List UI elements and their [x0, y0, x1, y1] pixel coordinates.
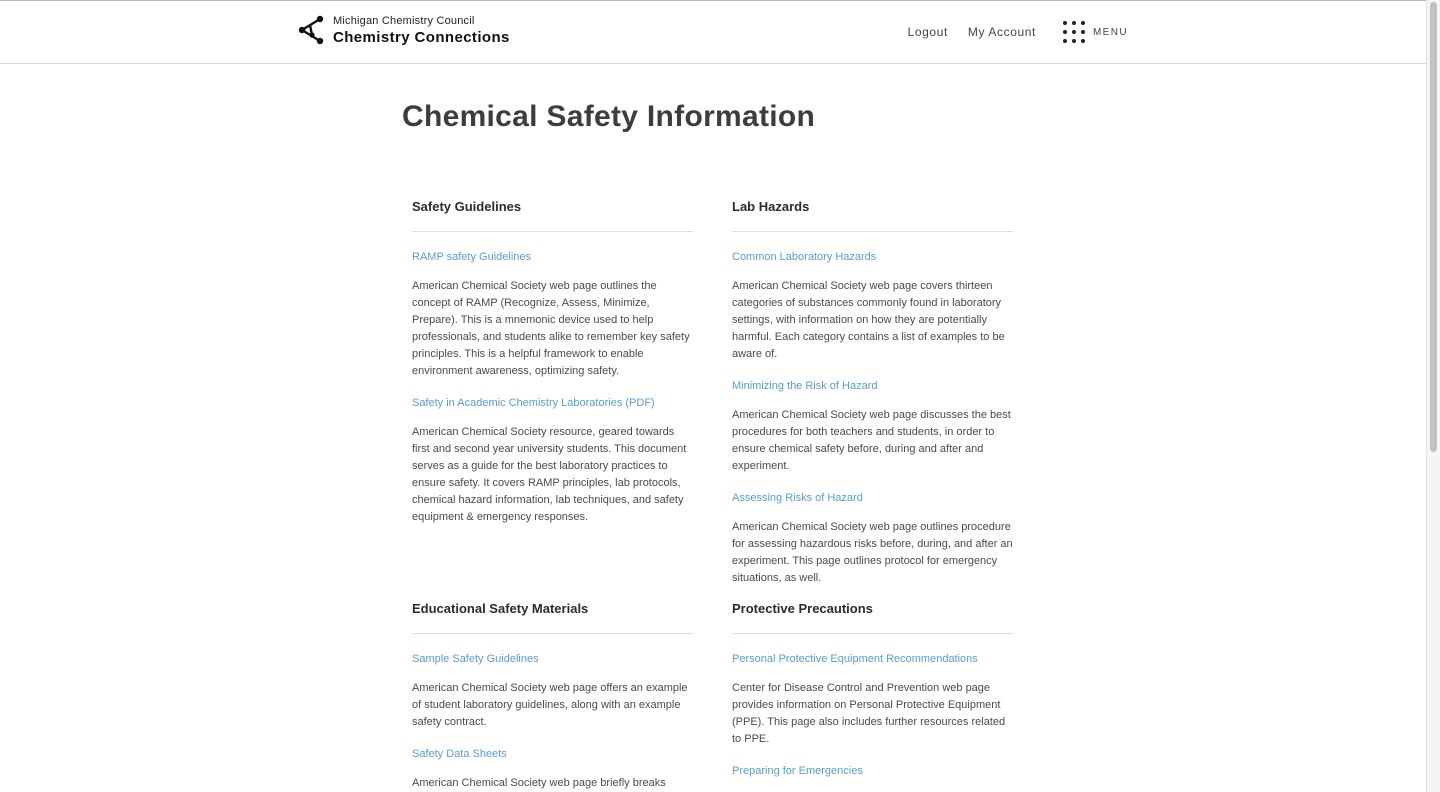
section-title: Safety Guidelines	[412, 199, 693, 232]
resource-link[interactable]: Safety Data Sheets	[412, 748, 507, 760]
site-header	[0, 1, 1426, 64]
scrollbar-thumb[interactable]	[1430, 2, 1437, 452]
resource-item	[732, 764, 1013, 778]
resource-description: American Chemical Society web page discusses the best procedures for both teachers and students, in order to ensure chemical safety before, during and after and experiment.	[732, 409, 1011, 472]
menu-label: MENU	[1092, 26, 1128, 38]
resource-link[interactable]: Common Laboratory Hazards	[732, 251, 877, 263]
resource-description: American Chemical Society web page briefly breaks	[412, 777, 666, 789]
my-account-link[interactable]: My Account	[967, 25, 1036, 39]
logo-title: Chemistry Connections	[333, 28, 510, 46]
resource-description: American Chemical Society web page outlines the concept of RAMP (Recognize, Assess, Minimize, Prepare). This is a mnemonic device used to help professionals, and students alike to remember key safety principles. This is a helpful framework to enable environment awareness, optimizing safety.	[412, 280, 690, 377]
resource-item	[412, 250, 693, 380]
section-lab-hazards	[732, 199, 1013, 603]
resource-description: American Chemical Society web page covers thirteen categories of substances commonly found in laboratory settings, with information on how they are potentially harmful. Each category contains a list of examples to be aware of.	[732, 280, 1005, 360]
section-title: Lab Hazards	[732, 199, 1013, 232]
menu-button[interactable]	[1063, 21, 1128, 43]
resource-item	[732, 652, 1013, 748]
resource-description: American Chemical Society resource, geared towards first and second year university students. This document serves as a guide for the best laboratory practices to ensure safety. It covers RAMP principles, lab protocols, chemical hazard information, lab techniques, and safety equipment & emergency responses.	[412, 426, 687, 523]
vertical-scrollbar[interactable]	[1426, 0, 1440, 792]
resource-description: American Chemical Society web page offers an example of student laboratory guidelines, along with an example safety contract.	[412, 682, 688, 728]
grid-menu-icon	[1063, 21, 1085, 43]
resource-item	[412, 396, 693, 526]
resource-item	[412, 652, 693, 731]
resource-link[interactable]: Sample Safety Guidelines	[412, 653, 539, 665]
section-protective-precautions	[732, 601, 1013, 792]
molecule-icon	[298, 15, 326, 45]
logo-subtitle: Michigan Chemistry Council	[333, 14, 475, 27]
section-title: Protective Precautions	[732, 601, 1013, 634]
resource-description: Center for Disease Control and Prevention web page provides information on Personal Protective Equipment (PPE). This page also includes further resources related to PPE.	[732, 682, 1006, 745]
resource-link[interactable]: RAMP safety Guidelines	[412, 251, 532, 263]
resource-link[interactable]: Safety in Academic Chemistry Laboratories (PDF)	[412, 397, 655, 409]
resource-link[interactable]: Assessing Risks of Hazard	[732, 492, 863, 504]
resource-item	[732, 491, 1013, 587]
logo-text	[333, 16, 510, 45]
section-title: Educational Safety Materials	[412, 601, 693, 634]
site-logo[interactable]	[298, 15, 510, 45]
resource-description: American Chemical Society web page outlines procedure for assessing hazardous risks before, during, and after an experiment. This page outlines protocol for emergency situations, as well.	[732, 521, 1013, 584]
resource-item	[732, 250, 1013, 363]
resource-item	[412, 747, 693, 792]
page-title: Chemical Safety Information	[402, 100, 816, 133]
resource-link[interactable]: Personal Protective Equipment Recommendations	[732, 653, 978, 665]
resource-link[interactable]: Preparing for Emergencies	[732, 765, 863, 777]
section-educational-safety-materials	[412, 601, 693, 792]
resource-item	[732, 379, 1013, 475]
logout-link[interactable]: Logout	[907, 25, 948, 39]
section-safety-guidelines	[412, 199, 693, 542]
resource-link[interactable]: Minimizing the Risk of Hazard	[732, 380, 878, 392]
header-nav	[888, 1, 1128, 63]
